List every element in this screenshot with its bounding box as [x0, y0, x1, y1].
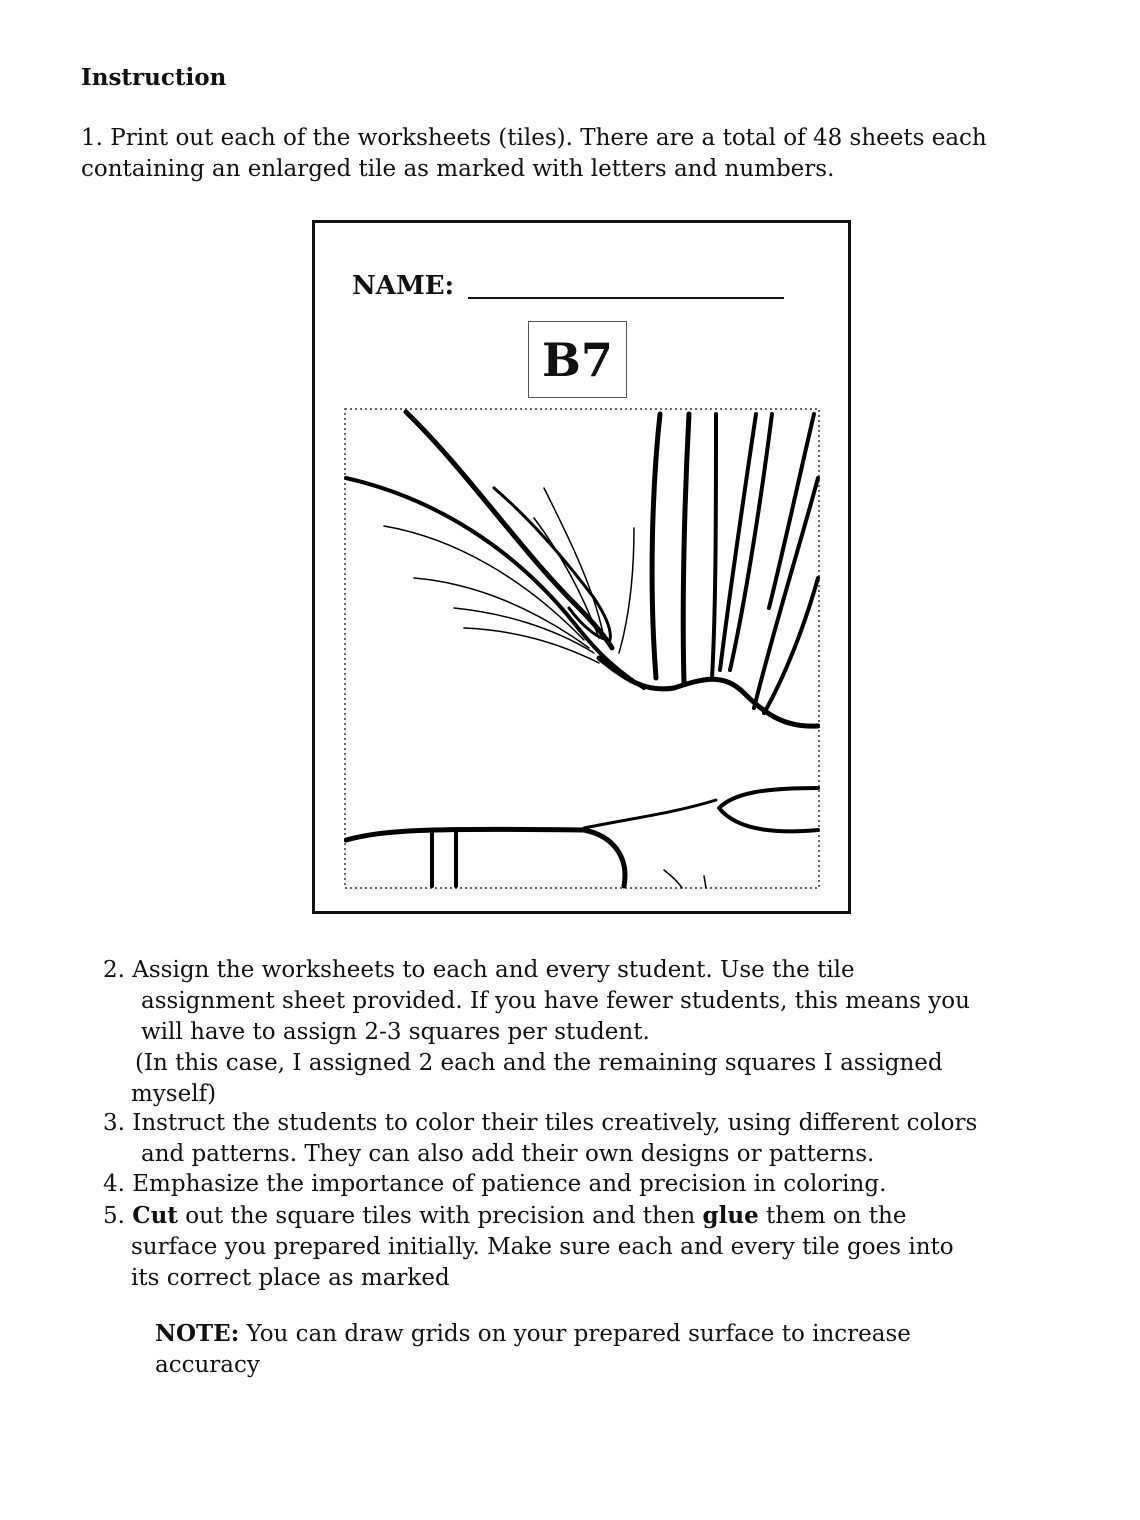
note-block [155, 1318, 911, 1381]
step-1-line-2: containing an enlarged tile as marked with letters and numbers. [81, 156, 835, 182]
step-2-line-4: (In this case, I assigned 2 each and the remaining squares I assigned [135, 1050, 943, 1076]
step-5-line-1-mid: out the square tiles with precision and then [177, 1203, 703, 1229]
tile-line-art [344, 408, 820, 889]
step-2-line-3: will have to assign 2-3 squares per student. [141, 1019, 650, 1045]
step-3-line-2: and patterns. They can also add their own designs or patterns. [141, 1141, 875, 1167]
page-heading: Instruction [81, 64, 227, 91]
step-2-line-5: myself) [131, 1081, 217, 1107]
step-5-number: 5. [103, 1203, 125, 1229]
keyword-cut: Cut [132, 1202, 178, 1229]
step-2-line-1: 2. Assign the worksheets to each and every student. Use the tile [103, 957, 855, 983]
tile-code-box: B7 [528, 321, 627, 398]
note-line-1 [155, 1318, 911, 1350]
instruction-step-3 [103, 1108, 977, 1170]
step-1-line-1: 1. Print out each of the worksheets (tiles). There are a total of 48 sheets each [81, 125, 987, 151]
keyword-glue: glue [702, 1202, 759, 1229]
name-blank-line [468, 297, 784, 299]
instruction-step-1 [81, 123, 987, 185]
step-5-line-3: its correct place as marked [131, 1265, 450, 1291]
step-2-line-2: assignment sheet provided. If you have fewer students, this means you [141, 988, 970, 1014]
step-5-line-2: surface you prepared initially. Make sure each and every tile goes into [131, 1234, 954, 1260]
note-text-1: You can draw grids on your prepared surface to increase [239, 1321, 911, 1347]
step-4-line-1: 4. Emphasize the importance of patience and precision in coloring. [103, 1171, 887, 1197]
note-label: NOTE: [155, 1320, 240, 1347]
step-5-line-1-end: them on the [758, 1203, 907, 1229]
instruction-step-2 [103, 955, 970, 1110]
step-5-line-1 [103, 1200, 954, 1232]
step-3-line-1: 3. Instruct the students to color their tiles creatively, using different colors [103, 1110, 978, 1136]
instruction-step-5 [103, 1200, 954, 1294]
instruction-step-4 [103, 1169, 886, 1200]
name-label: NAME: [352, 271, 455, 301]
note-line-2: accuracy [155, 1352, 260, 1378]
